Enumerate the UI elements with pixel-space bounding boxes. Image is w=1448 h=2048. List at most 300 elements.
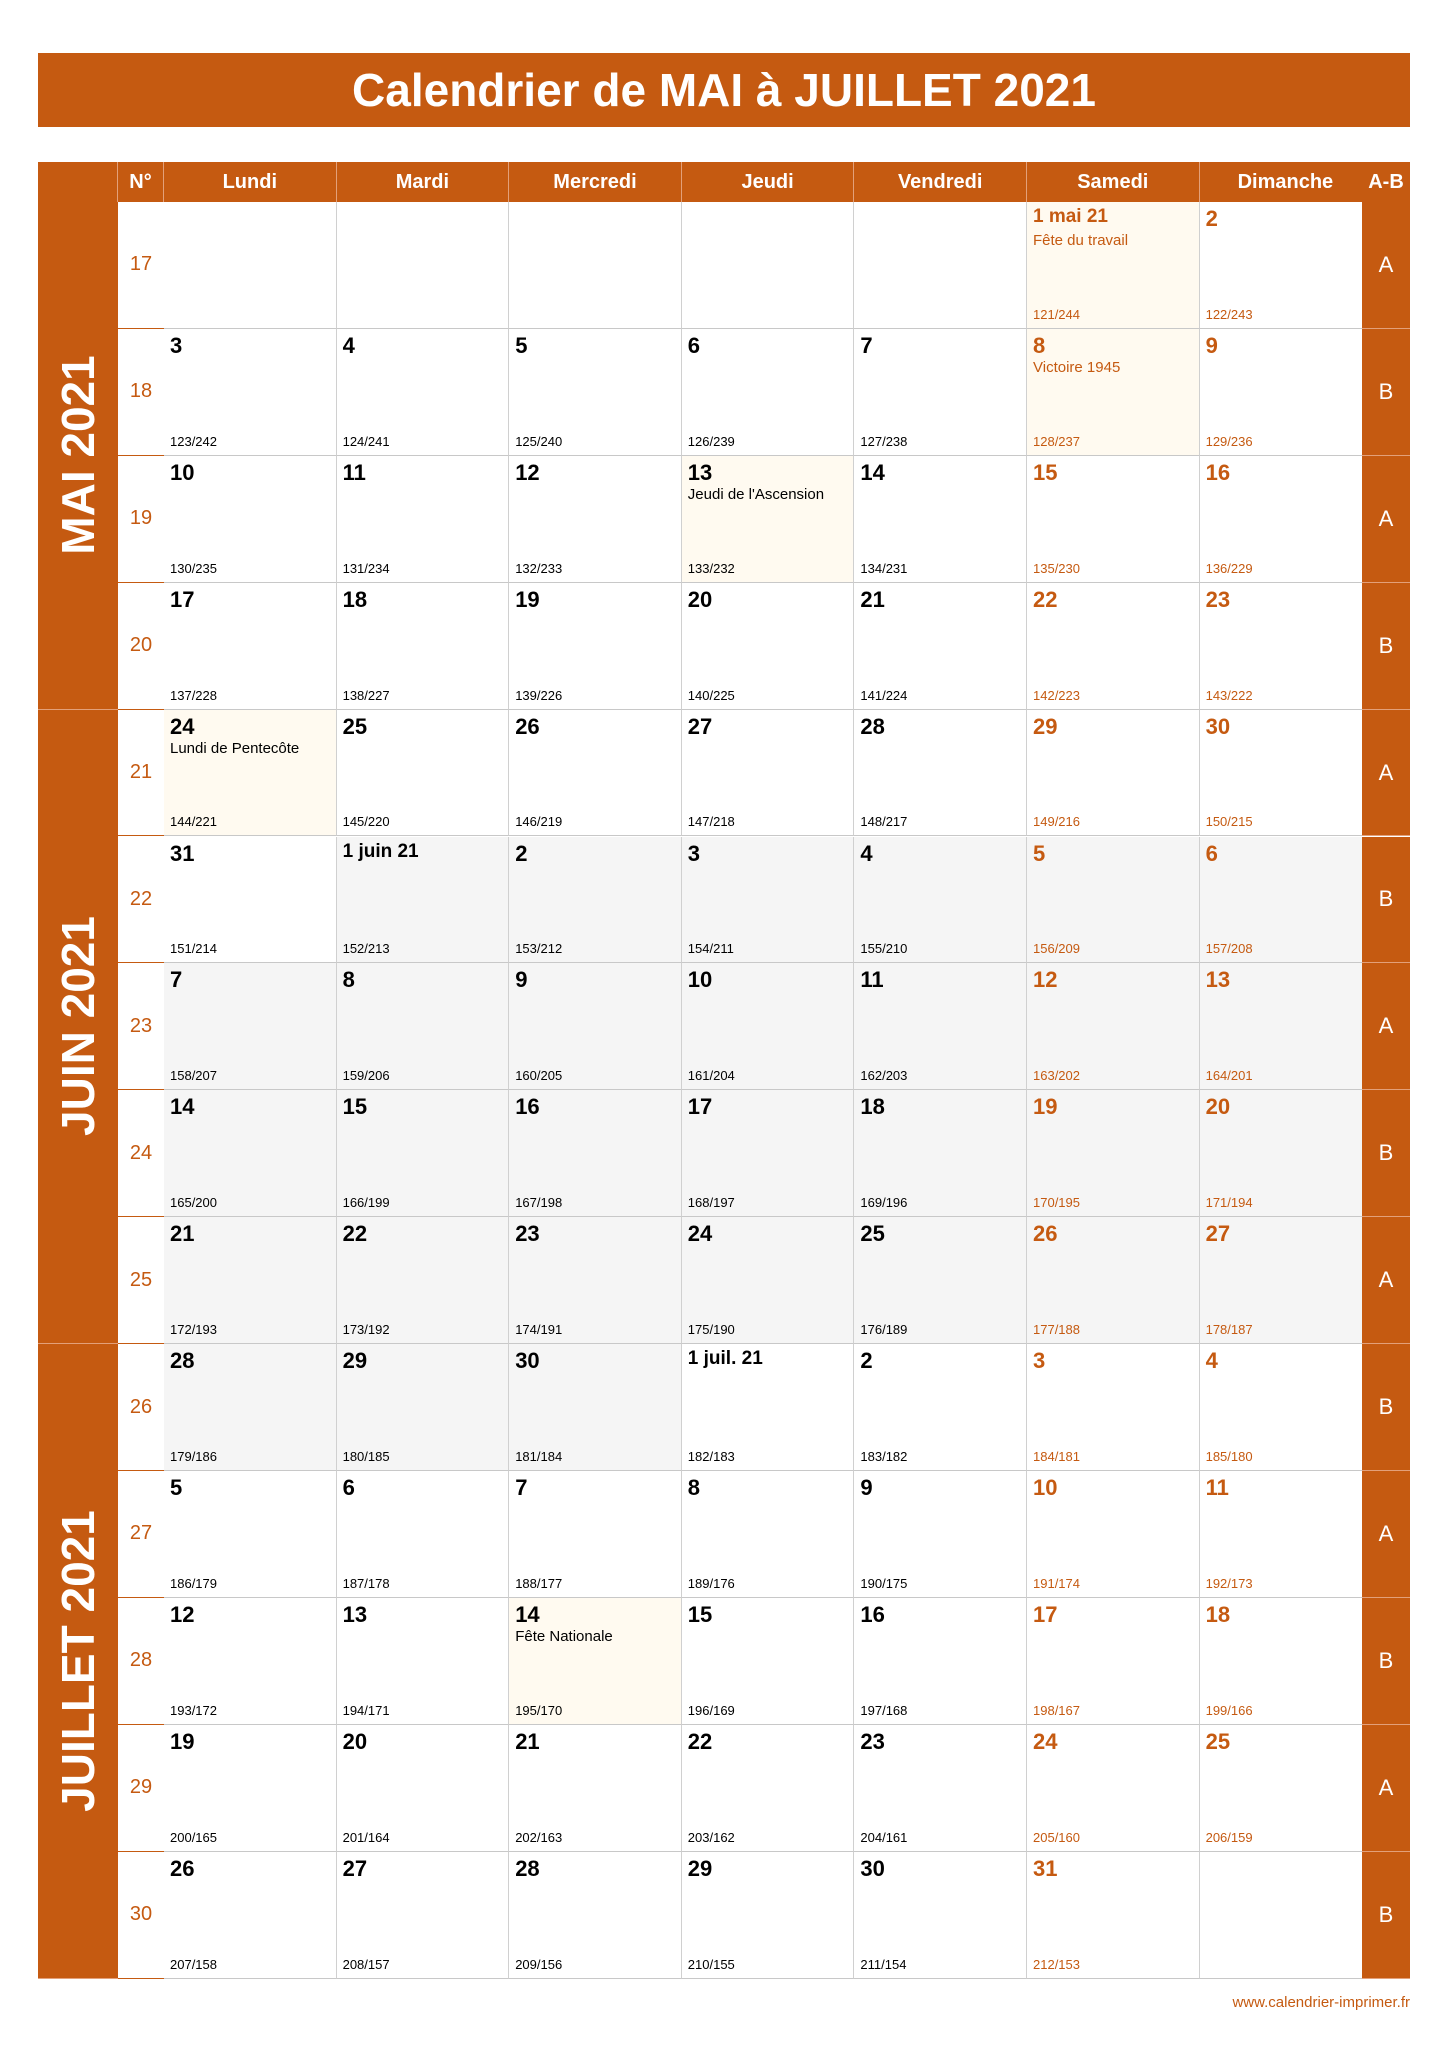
day-cell[interactable] <box>682 837 855 964</box>
day-cell[interactable] <box>1200 1217 1373 1344</box>
day-of-year: 193/172 <box>170 1702 217 1718</box>
day-number: 20 <box>342 1728 368 1754</box>
day-number: 29 <box>687 1855 713 1881</box>
day-of-year: 139/226 <box>515 687 563 703</box>
day-cell[interactable] <box>682 456 855 583</box>
day-cell[interactable] <box>164 837 337 964</box>
ab-week-label: B <box>1362 1598 1410 1725</box>
header-day-2: Mardi <box>337 162 510 202</box>
day-of-year: 147/218 <box>687 814 735 830</box>
header-corner <box>38 162 118 202</box>
day-of-year: 142/223 <box>1033 687 1080 703</box>
day-cell[interactable] <box>1027 1852 1200 1979</box>
day-of-year: 133/232 <box>687 560 735 576</box>
day-cell[interactable] <box>1027 837 1200 964</box>
empty-day-cell <box>1200 1852 1373 1979</box>
day-number: 13 <box>1205 967 1231 993</box>
day-of-year: 140/225 <box>687 687 735 703</box>
day-number: 24 <box>170 713 195 739</box>
month-band-1 <box>38 202 118 710</box>
day-of-year: 158/207 <box>170 1068 217 1084</box>
day-cell[interactable] <box>1027 710 1200 837</box>
day-cell[interactable] <box>337 963 510 1090</box>
day-cell[interactable] <box>164 1598 337 1725</box>
day-number: 11 <box>1205 1475 1229 1500</box>
day-number: 22 <box>687 1728 713 1754</box>
day-cell[interactable] <box>164 329 337 456</box>
day-cell[interactable] <box>509 1344 682 1471</box>
day-of-year: 196/169 <box>687 1702 735 1718</box>
header-day-7: Dimanche <box>1200 162 1373 202</box>
day-number: 7 <box>860 332 873 358</box>
day-cell[interactable] <box>1200 1471 1373 1598</box>
ab-week-label: A <box>1362 456 1410 583</box>
day-cell[interactable] <box>1027 1090 1200 1217</box>
day-number: 12 <box>170 1601 195 1627</box>
day-cell[interactable] <box>509 1852 682 1979</box>
day-cell[interactable] <box>1200 837 1373 964</box>
week-number: 19 <box>118 456 164 583</box>
page-title: Calendrier de MAI à JUILLET 2021 <box>38 53 1410 127</box>
week-number: 27 <box>118 1471 164 1598</box>
day-cell[interactable] <box>337 1217 510 1344</box>
day-number: 20 <box>687 586 713 612</box>
day-number: 8 <box>687 1475 701 1500</box>
day-cell[interactable] <box>682 583 855 710</box>
day-number: 1 juil. 21 <box>687 1348 763 1370</box>
ab-week-label: B <box>1362 1344 1410 1471</box>
day-number: 9 <box>860 1475 873 1500</box>
day-of-year: 176/189 <box>860 1322 908 1338</box>
day-cell[interactable] <box>854 329 1027 456</box>
day-of-year: 185/180 <box>1205 1448 1253 1464</box>
day-of-year: 167/198 <box>515 1195 563 1211</box>
day-number: 28 <box>860 713 885 739</box>
empty-day-cell <box>164 202 337 329</box>
day-number: 22 <box>1033 586 1058 612</box>
day-of-year: 143/222 <box>1205 687 1253 703</box>
day-cell[interactable] <box>1200 963 1373 1090</box>
day-cell[interactable] <box>682 1090 855 1217</box>
day-of-year: 141/224 <box>860 687 908 703</box>
day-number: 2 <box>860 1348 873 1374</box>
day-cell[interactable] <box>1027 1344 1200 1471</box>
day-number: 30 <box>860 1855 885 1881</box>
day-number: 8 <box>1033 332 1046 358</box>
day-of-year: 178/187 <box>1205 1322 1253 1338</box>
day-cell[interactable] <box>509 837 682 964</box>
day-of-year: 201/164 <box>342 1829 390 1845</box>
day-number: 19 <box>170 1728 195 1754</box>
ab-week-label: B <box>1362 329 1410 456</box>
day-cell[interactable] <box>854 1217 1027 1344</box>
day-number: 31 <box>1033 1855 1058 1881</box>
day-number: 31 <box>170 840 195 866</box>
day-of-year: 138/227 <box>342 687 390 703</box>
day-number: 20 <box>1205 1094 1231 1120</box>
day-of-year: 150/215 <box>1205 814 1253 830</box>
day-cell[interactable] <box>337 456 510 583</box>
day-cell[interactable] <box>337 1598 510 1725</box>
holiday-label: Jeudi de l'Ascension <box>687 485 825 503</box>
header-day-4: Jeudi <box>682 162 855 202</box>
day-cell[interactable] <box>509 963 682 1090</box>
day-number: 12 <box>515 459 540 485</box>
day-number: 27 <box>687 713 713 739</box>
day-cell[interactable] <box>1027 963 1200 1090</box>
day-cell[interactable] <box>337 583 510 710</box>
day-number: 16 <box>515 1094 540 1120</box>
month-label: JUIN 2021 <box>52 916 104 1137</box>
header-day-3: Mercredi <box>509 162 682 202</box>
day-cell[interactable] <box>337 1344 510 1471</box>
day-cell[interactable] <box>509 1090 682 1217</box>
day-cell[interactable] <box>164 1090 337 1217</box>
day-cell[interactable] <box>682 1598 855 1725</box>
ab-week-label: B <box>1362 583 1410 710</box>
day-of-year: 168/197 <box>687 1195 735 1211</box>
header-ab: A-B <box>1362 162 1410 202</box>
day-number: 10 <box>687 967 713 993</box>
week-number: 21 <box>118 710 164 837</box>
day-of-year: 174/191 <box>515 1322 563 1338</box>
day-of-year: 209/156 <box>515 1956 563 1972</box>
day-of-year: 153/212 <box>515 941 563 957</box>
day-number: 6 <box>1205 840 1218 866</box>
day-of-year: 159/206 <box>342 1068 390 1084</box>
month-band-3 <box>38 1344 118 1979</box>
day-cell[interactable] <box>1027 202 1200 329</box>
day-cell[interactable] <box>854 1471 1027 1598</box>
day-of-year: 164/201 <box>1205 1068 1253 1084</box>
day-of-year: 195/170 <box>515 1702 563 1718</box>
day-cell[interactable] <box>337 1090 510 1217</box>
day-number: 29 <box>1033 713 1058 739</box>
day-number: 16 <box>1205 459 1231 485</box>
day-cell[interactable] <box>854 583 1027 710</box>
day-of-year: 179/186 <box>170 1448 217 1464</box>
day-cell[interactable] <box>1200 456 1373 583</box>
day-number: 21 <box>515 1728 540 1754</box>
day-of-year: 190/175 <box>860 1575 908 1591</box>
day-number: 9 <box>1205 332 1218 358</box>
day-number: 29 <box>342 1348 368 1374</box>
day-cell[interactable] <box>1027 1217 1200 1344</box>
day-number: 17 <box>170 586 195 612</box>
day-of-year: 122/243 <box>1205 306 1253 322</box>
day-of-year: 137/228 <box>170 687 217 703</box>
day-of-year: 136/229 <box>1205 560 1253 576</box>
day-number: 14 <box>515 1601 540 1627</box>
day-number: 23 <box>860 1728 885 1754</box>
day-number: 6 <box>687 332 701 358</box>
day-of-year: 162/203 <box>860 1068 908 1084</box>
day-number: 11 <box>342 459 366 485</box>
day-of-year: 181/184 <box>515 1448 563 1464</box>
day-cell[interactable] <box>509 1217 682 1344</box>
day-cell[interactable] <box>337 329 510 456</box>
day-cell[interactable] <box>1200 583 1373 710</box>
day-cell[interactable] <box>854 963 1027 1090</box>
day-cell[interactable] <box>509 1598 682 1725</box>
day-of-year: 130/235 <box>170 560 217 576</box>
day-cell[interactable] <box>164 963 337 1090</box>
day-cell[interactable] <box>509 456 682 583</box>
empty-day-cell <box>854 202 1027 329</box>
day-cell[interactable] <box>854 1598 1027 1725</box>
day-cell[interactable] <box>854 1725 1027 1852</box>
day-of-year: 198/167 <box>1033 1702 1080 1718</box>
footer-link[interactable]: www.calendrier-imprimer.fr <box>1232 1994 1410 2011</box>
day-number: 25 <box>1205 1728 1231 1754</box>
day-number: 16 <box>860 1601 885 1627</box>
day-of-year: 183/182 <box>860 1448 908 1464</box>
day-of-year: 165/200 <box>170 1195 217 1211</box>
week-number: 17 <box>118 202 164 329</box>
empty-day-cell <box>337 202 510 329</box>
header-week-number: N° <box>118 162 164 202</box>
header-day-6: Samedi <box>1027 162 1200 202</box>
ab-week-label: B <box>1362 1852 1410 1979</box>
day-cell[interactable] <box>1200 1090 1373 1217</box>
day-cell[interactable] <box>682 1471 855 1598</box>
day-number: 14 <box>170 1094 195 1120</box>
day-of-year: 180/185 <box>342 1448 390 1464</box>
day-number: 30 <box>1205 713 1231 739</box>
day-of-year: 132/233 <box>515 560 563 576</box>
day-cell[interactable] <box>509 1725 682 1852</box>
month-label: JUILLET 2021 <box>52 1510 104 1812</box>
day-number: 30 <box>515 1348 540 1374</box>
week-number: 29 <box>118 1725 164 1852</box>
empty-day-cell <box>509 202 682 329</box>
day-cell[interactable] <box>1027 1471 1200 1598</box>
day-cell[interactable] <box>164 1852 337 1979</box>
day-number: 23 <box>515 1221 540 1247</box>
day-cell[interactable] <box>509 710 682 837</box>
month-band-2 <box>38 710 118 1345</box>
day-number: 3 <box>687 840 701 866</box>
day-number: 4 <box>1205 1348 1218 1374</box>
day-of-year: 172/193 <box>170 1322 217 1338</box>
day-cell[interactable] <box>854 710 1027 837</box>
day-of-year: 171/194 <box>1205 1195 1253 1211</box>
day-of-year: 160/205 <box>515 1068 563 1084</box>
day-number: 25 <box>342 713 368 739</box>
week-number: 24 <box>118 1090 164 1217</box>
day-of-year: 127/238 <box>860 433 908 449</box>
day-number: 12 <box>1033 967 1058 993</box>
day-number: 2 <box>1205 206 1218 231</box>
day-of-year: 156/209 <box>1033 941 1080 957</box>
day-of-year: 134/231 <box>860 560 908 576</box>
holiday-label: Fête du travail <box>1033 232 1129 249</box>
day-cell[interactable] <box>1200 202 1373 329</box>
day-of-year: 189/176 <box>687 1575 735 1591</box>
day-cell[interactable] <box>1027 456 1200 583</box>
day-number: 18 <box>860 1094 885 1120</box>
day-number: 19 <box>1033 1094 1058 1120</box>
day-of-year: 188/177 <box>515 1575 563 1591</box>
day-number: 9 <box>515 967 528 993</box>
week-number: 18 <box>118 329 164 456</box>
day-of-year: 210/155 <box>687 1956 735 1972</box>
day-of-year: 124/241 <box>342 433 390 449</box>
day-of-year: 121/244 <box>1033 306 1080 322</box>
day-of-year: 146/219 <box>515 814 563 830</box>
day-of-year: 154/211 <box>687 941 734 957</box>
day-number: 17 <box>687 1094 713 1120</box>
day-of-year: 187/178 <box>342 1575 390 1591</box>
day-number: 4 <box>342 332 355 358</box>
day-number: 10 <box>1033 1475 1058 1500</box>
week-number: 22 <box>118 837 164 964</box>
day-cell[interactable] <box>337 1852 510 1979</box>
day-cell[interactable] <box>682 963 855 1090</box>
day-of-year: 128/237 <box>1033 433 1080 449</box>
day-cell[interactable] <box>682 1344 855 1471</box>
day-cell[interactable] <box>164 1344 337 1471</box>
day-cell[interactable] <box>164 1217 337 1344</box>
day-of-year: 169/196 <box>860 1195 908 1211</box>
day-number: 8 <box>342 967 355 993</box>
day-of-year: 144/221 <box>170 814 217 830</box>
day-number: 5 <box>515 332 528 358</box>
day-cell[interactable] <box>509 583 682 710</box>
day-cell[interactable] <box>682 329 855 456</box>
day-of-year: 204/161 <box>860 1829 908 1845</box>
day-cell[interactable] <box>337 710 510 837</box>
day-cell[interactable] <box>1200 1725 1373 1852</box>
day-cell[interactable] <box>164 1471 337 1598</box>
day-number: 28 <box>170 1348 195 1374</box>
day-of-year: 123/242 <box>170 433 217 449</box>
day-of-year: 184/181 <box>1033 1448 1080 1464</box>
day-number: 26 <box>1033 1221 1058 1247</box>
day-of-year: 182/183 <box>687 1448 735 1464</box>
day-cell[interactable] <box>164 1725 337 1852</box>
ab-week-label: A <box>1362 963 1410 1090</box>
day-cell[interactable] <box>1027 329 1200 456</box>
day-cell[interactable] <box>682 1725 855 1852</box>
day-cell[interactable] <box>854 1852 1027 1979</box>
day-of-year: 208/157 <box>342 1956 390 1972</box>
day-number: 1 juin 21 <box>342 840 419 862</box>
day-number: 26 <box>170 1855 195 1881</box>
day-of-year: 203/162 <box>687 1829 735 1845</box>
day-number: 15 <box>1033 459 1058 485</box>
day-cell[interactable] <box>854 837 1027 964</box>
holiday-label: Lundi de Pentecôte <box>170 739 300 757</box>
ab-week-label: A <box>1362 710 1410 837</box>
day-cell[interactable] <box>854 1090 1027 1217</box>
ab-week-label: A <box>1362 1725 1410 1852</box>
day-of-year: 212/153 <box>1033 1956 1080 1972</box>
day-cell[interactable] <box>854 456 1027 583</box>
day-of-year: 145/220 <box>342 814 390 830</box>
week-number: 28 <box>118 1598 164 1725</box>
day-of-year: 202/163 <box>515 1829 563 1845</box>
day-cell[interactable] <box>509 329 682 456</box>
day-of-year: 149/216 <box>1033 814 1080 830</box>
holiday-label: Victoire 1945 <box>1033 358 1121 376</box>
day-of-year: 211/154 <box>860 1956 907 1972</box>
day-number: 14 <box>860 459 885 485</box>
day-number: 7 <box>515 1475 528 1500</box>
day-of-year: 135/230 <box>1033 560 1080 576</box>
day-number: 5 <box>170 1475 183 1500</box>
day-number: 5 <box>1033 840 1046 866</box>
day-number: 21 <box>170 1221 195 1247</box>
day-number: 15 <box>342 1094 368 1120</box>
day-cell[interactable] <box>164 456 337 583</box>
day-cell[interactable] <box>1200 710 1373 837</box>
day-of-year: 157/208 <box>1205 941 1253 957</box>
day-of-year: 200/165 <box>170 1829 217 1845</box>
day-number: 15 <box>687 1601 713 1627</box>
day-of-year: 186/179 <box>170 1575 217 1591</box>
week-number: 26 <box>118 1344 164 1471</box>
day-cell[interactable] <box>682 710 855 837</box>
day-of-year: 175/190 <box>687 1322 735 1338</box>
day-cell[interactable] <box>1200 1598 1373 1725</box>
header-day-5: Vendredi <box>854 162 1027 202</box>
day-number: 23 <box>1205 586 1231 612</box>
day-of-year: 148/217 <box>860 814 908 830</box>
day-number: 19 <box>515 586 540 612</box>
day-number: 18 <box>1205 1601 1231 1627</box>
day-cell[interactable] <box>854 1344 1027 1471</box>
day-of-year: 126/239 <box>687 433 735 449</box>
day-of-year: 192/173 <box>1205 1575 1253 1591</box>
week-number: 23 <box>118 963 164 1090</box>
day-cell[interactable] <box>1200 329 1373 456</box>
day-number: 10 <box>170 459 195 485</box>
day-number: 13 <box>687 459 713 485</box>
day-cell[interactable] <box>509 1471 682 1598</box>
week-number: 25 <box>118 1217 164 1344</box>
holiday-label: Fête Nationale <box>515 1627 613 1645</box>
day-cell[interactable] <box>164 583 337 710</box>
day-cell[interactable] <box>682 1217 855 1344</box>
header-day-1: Lundi <box>164 162 337 202</box>
day-cell[interactable] <box>1027 583 1200 710</box>
day-cell[interactable] <box>337 837 510 964</box>
day-number: 18 <box>342 586 368 612</box>
day-of-year: 173/192 <box>342 1322 390 1338</box>
day-number: 27 <box>342 1855 368 1881</box>
calendar-grid <box>38 162 1410 1979</box>
day-number: 2 <box>515 840 528 866</box>
day-cell[interactable] <box>682 1852 855 1979</box>
day-cell[interactable] <box>1200 1344 1373 1471</box>
month-label: MAI 2021 <box>52 355 104 556</box>
day-cell[interactable] <box>1027 1725 1200 1852</box>
day-cell[interactable] <box>164 710 337 837</box>
day-cell[interactable] <box>337 1471 510 1598</box>
day-cell[interactable] <box>1027 1598 1200 1725</box>
day-number: 3 <box>170 332 183 358</box>
ab-week-label: B <box>1362 1090 1410 1217</box>
day-number: 22 <box>342 1221 368 1247</box>
day-of-year: 194/171 <box>342 1702 390 1718</box>
day-number: 4 <box>860 840 873 866</box>
day-of-year: 206/159 <box>1205 1829 1253 1845</box>
day-number: 27 <box>1205 1221 1231 1247</box>
day-cell[interactable] <box>337 1725 510 1852</box>
day-of-year: 205/160 <box>1033 1829 1080 1845</box>
day-number: 1 mai 21 <box>1033 206 1108 227</box>
